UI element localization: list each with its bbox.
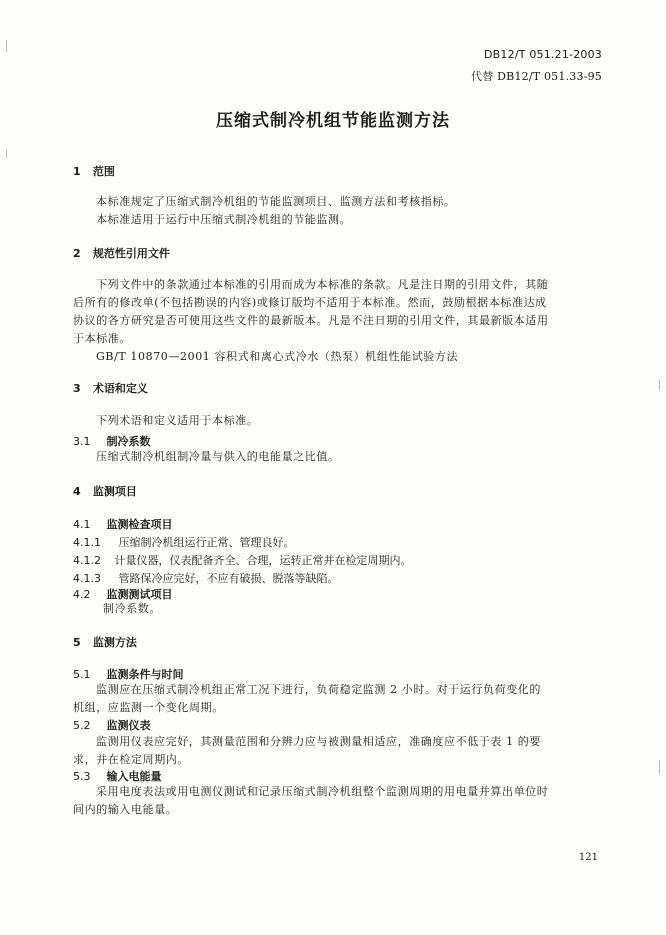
scan-artifact <box>6 150 7 158</box>
section-3-heading <box>73 380 148 396</box>
paragraph: 本标准规定了压缩式制冷机组的节能监测项目、监测方法和考核指标。 <box>96 195 456 208</box>
section-title: 术语和定义 <box>92 382 148 395</box>
standard-code: DB12/T 051.21-2003 <box>484 48 602 61</box>
section-5-heading <box>73 634 137 650</box>
item-text: 压缩制冷机组运行正常、管理良好。 <box>118 536 295 549</box>
subsection-number: 3.1 <box>73 435 91 448</box>
section-title: 范围 <box>92 165 115 178</box>
page-number: 121 <box>578 852 598 863</box>
item-4-1-2 <box>73 552 412 568</box>
section-1-heading <box>73 163 115 179</box>
paragraph-line: 采用电度表法或用电测仪测试和记录压缩式制冷机组整个监测周期的用电量并算出单位时 <box>96 785 549 798</box>
subsection-5-3-heading <box>73 768 162 784</box>
item-text: 计量仪器，仪表配备齐全、合理，运转正常并在检定周期内。 <box>114 554 412 567</box>
section-title: 规范性引用文件 <box>92 247 170 260</box>
replaces-code: 代替 DB12/T 051.33-95 <box>471 70 602 83</box>
subsection-number: 5.1 <box>73 668 91 681</box>
document-title: 压缩式制冷机组节能监测方法 <box>216 111 450 131</box>
subsection-3-1-heading <box>73 433 151 449</box>
subsection-title: 监测测试项目 <box>106 588 173 601</box>
normative-reference: GB/T 10870—2001 容积式和离心式冷水（热泵）机组性能试验方法 <box>96 350 459 363</box>
section-title: 监测方法 <box>92 636 137 649</box>
section-number: 1 <box>73 165 81 178</box>
subsection-number: 4.2 <box>73 588 91 601</box>
subsection-number: 4.1 <box>73 518 91 531</box>
subsection-5-2-heading <box>73 717 151 733</box>
paragraph-line: 间内的输入电能量。 <box>73 803 178 816</box>
item-number: 4.1.2 <box>73 554 101 567</box>
paragraph: 下列术语和定义适用于本标准。 <box>96 414 259 427</box>
subsection-title: 监测仪表 <box>106 719 151 732</box>
section-number: 5 <box>73 636 81 649</box>
paragraph: 本标准适用于运行中压缩式制冷机组的节能监测。 <box>96 213 352 226</box>
section-number: 3 <box>73 382 81 395</box>
item-number: 4.1.1 <box>73 536 101 549</box>
paragraph-line: 后所有的修改单(不包括勘误的内容)或修订版均不适用于本标准。然而，鼓励根据本标准达成 <box>73 296 547 309</box>
paragraph-line: 求，并在检定周期内。 <box>73 753 189 766</box>
item-number: 4.1.3 <box>73 572 101 585</box>
paragraph-line: 协议的各方研究是否可使用这些文件的最新版本。凡是不注日期的引用文件，其最新版本适用 <box>73 314 549 327</box>
section-title: 监测项目 <box>92 485 137 498</box>
paragraph-line: 监测用仪表应完好，其测量范围和分辨力应与被测量相适应，准确度应不低于表 1 的要 <box>96 735 541 748</box>
section-2-heading <box>73 245 170 261</box>
paragraph-line: 下列文件中的条款通过本标准的引用而成为本标准的条款。凡是注日期的引用文件，其随 <box>96 278 549 291</box>
subsection-title: 制冷系数 <box>106 435 151 448</box>
scan-artifact <box>659 380 660 390</box>
paragraph-line: 于本标准。 <box>73 332 131 345</box>
paragraph-line: 监测应在压缩式制冷机组正常工况下进行，负荷稳定监测 2 小时。对于运行负荷变化的 <box>96 683 541 696</box>
subsection-5-1-heading <box>73 666 184 682</box>
paragraph-line: 机组，应监测一个变化周期。 <box>73 701 224 714</box>
definition-text: 压缩式制冷机组制冷量与供入的电能量之比值。 <box>96 450 340 463</box>
subsection-4-1-heading <box>73 516 173 532</box>
section-number: 4 <box>73 485 81 498</box>
section-4-heading <box>73 483 137 499</box>
item-4-1-3 <box>73 570 339 586</box>
subsection-title: 监测检查项目 <box>106 518 173 531</box>
scan-artifact <box>659 760 660 774</box>
subsection-number: 5.3 <box>73 770 91 783</box>
subsection-title: 输入电能量 <box>106 770 162 783</box>
paragraph: 制冷系数。 <box>103 602 161 615</box>
item-text: 管路保冷应完好，不应有破损、脱落等缺陷。 <box>118 572 339 585</box>
section-number: 2 <box>73 247 81 260</box>
scan-artifact <box>6 40 7 52</box>
subsection-title: 监测条件与时间 <box>106 668 184 681</box>
item-4-1-1 <box>73 534 295 550</box>
subsection-number: 5.2 <box>73 719 91 732</box>
